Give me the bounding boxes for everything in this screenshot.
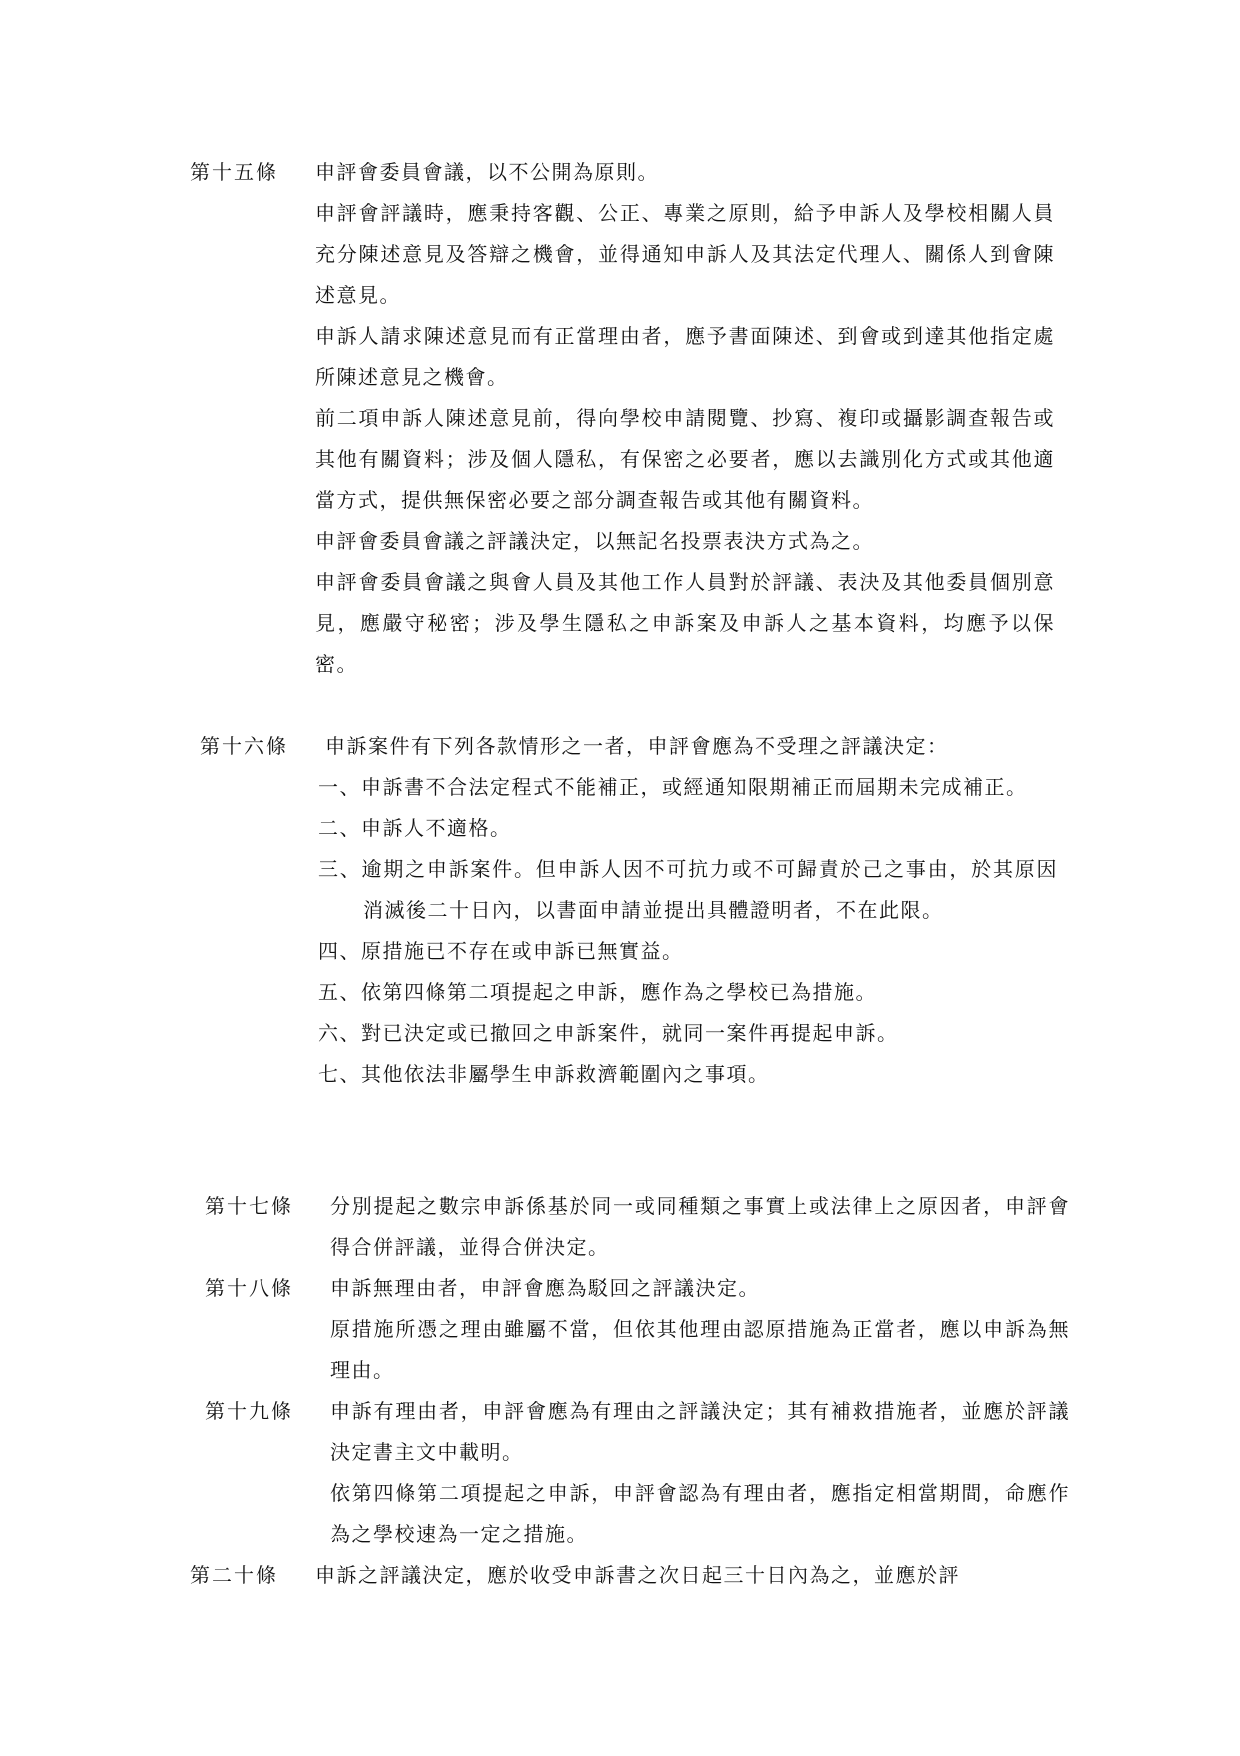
article-paragraph: 前二項申訴人陳述意見前，得向學校申請閱覽、抄寫、複印或攝影調查報告或其他有關資料；涉及個人隱私，有保密之必要者，應以去識別化方式或其他適當方式，提供無保密必要之部分調查報告或其他有關資料。 [315, 406, 1055, 512]
article-paragraph: 申評會委員會議之與會人員及其他工作人員對於評議、表決及其他委員個別意見，應嚴守秘密；涉及學生隱私之申訴案及申訴人之基本資料，均應予以保密。 [315, 570, 1055, 676]
article-label: 第十六條 [200, 734, 288, 758]
article-paragraph: 申訴無理由者，申評會應為駁回之評議決定。 [330, 1276, 760, 1300]
list-item: 四、原措施已不存在或申訴已無實益。 [318, 939, 684, 963]
article-label: 第十八條 [205, 1276, 293, 1300]
article-paragraph: 原措施所憑之理由雖屬不當，但依其他理由認原措施為正當者，應以申訴為無理由。 [330, 1317, 1070, 1382]
list-item: 五、依第四條第二項提起之申訴，應作為之學校已為措施。 [318, 980, 877, 1004]
article-label: 第十七條 [205, 1194, 293, 1218]
list-item: 六、對已決定或已撤回之申訴案件，就同一案件再提起申訴。 [318, 1021, 899, 1045]
article-paragraph: 依第四條第二項提起之申訴，申評會認為有理由者，應指定相當期間，命應作為之學校速為一定之措施。 [330, 1481, 1070, 1546]
list-item: 二、申訴人不適格。 [318, 816, 512, 840]
article-paragraph: 申評會委員會議之評議決定，以無記名投票表決方式為之。 [315, 529, 874, 553]
list-item: 七、其他依法非屬學生申訴救濟範圍內之事項。 [318, 1062, 770, 1086]
article-paragraph: 申評會委員會議，以不公開為原則。 [315, 160, 659, 184]
article-paragraph: 申訴人請求陳述意見而有正當理由者，應予書面陳述、到會或到達其他指定處所陳述意見之機會。 [315, 324, 1055, 389]
list-item: 一、申訴書不合法定程式不能補正，或經通知限期補正而屆期未完成補正。 [318, 775, 1028, 799]
article-label: 第十五條 [190, 160, 278, 184]
article-paragraph: 申訴有理由者，申評會應為有理由之評議決定；其有補救措施者，並應於評議決定書主文中載明。 [330, 1399, 1070, 1464]
article-label: 第二十條 [190, 1563, 278, 1587]
article-paragraph: 申訴之評議決定，應於收受申訴書之次日起三十日內為之，並應於評 [315, 1563, 960, 1587]
list-item: 三、逾期之申訴案件。但申訴人因不可抗力或不可歸責於己之事由，於其原因消滅後二十日內，以書面申請並提出具體證明者，不在此限。 [318, 857, 1058, 922]
article-intro: 申訴案件有下列各款情形之一者，申評會應為不受理之評議決定： [325, 734, 949, 758]
article-label: 第十九條 [205, 1399, 293, 1423]
article-paragraph: 分別提起之數宗申訴係基於同一或同種類之事實上或法律上之原因者，申評會得合併評議，並得合併決定。 [330, 1194, 1070, 1259]
article-paragraph: 申評會評議時，應秉持客觀、公正、專業之原則，給予申訴人及學校相關人員充分陳述意見及答辯之機會，並得通知申訴人及其法定代理人、關係人到會陳述意見。 [315, 201, 1055, 307]
